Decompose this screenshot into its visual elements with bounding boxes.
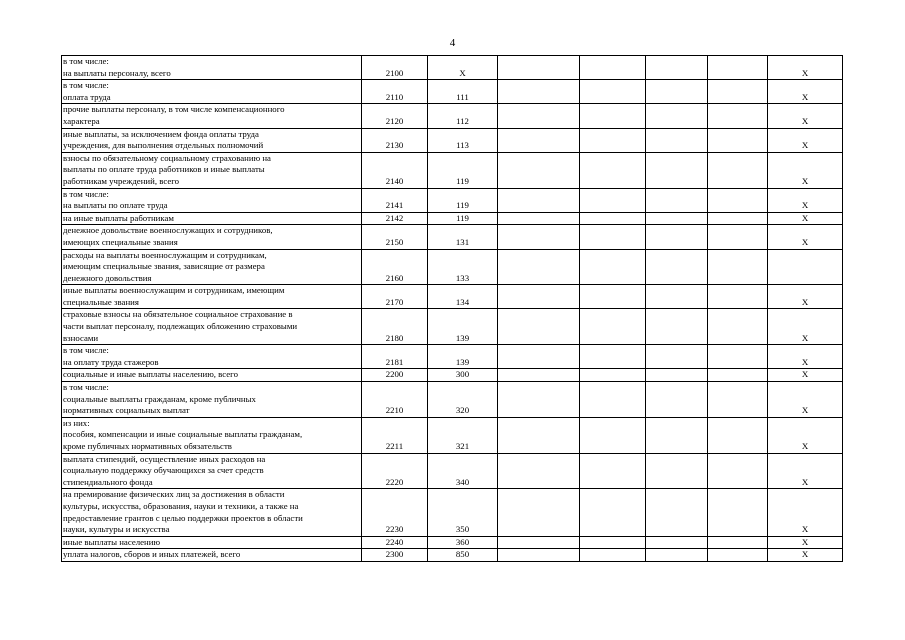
empty-cell: [646, 56, 708, 80]
empty-cell: [580, 309, 646, 345]
row-last: Х: [768, 489, 843, 536]
empty-cell: [708, 489, 768, 536]
row-last: Х: [768, 549, 843, 562]
row-last: Х: [768, 453, 843, 489]
label-line: социальную поддержку обучающихся за счет средств: [63, 465, 264, 476]
row-last: Х: [768, 369, 843, 382]
label-line: науки, культуры и искусства: [63, 524, 170, 535]
row-label: [62, 56, 362, 80]
budget-table: [61, 55, 843, 562]
empty-cell: [708, 549, 768, 562]
empty-cell: [646, 489, 708, 536]
row-kbk: 139: [428, 345, 498, 369]
empty-cell: [498, 104, 580, 128]
empty-cell: [580, 285, 646, 309]
label-line: на выплаты по оплате труда: [63, 200, 168, 211]
empty-cell: [646, 309, 708, 345]
table-row: [62, 104, 843, 128]
row-last: Х: [768, 188, 843, 212]
row-last: Х: [768, 152, 843, 188]
row-kbk: Х: [428, 56, 498, 80]
row-label: [62, 188, 362, 212]
empty-cell: [580, 536, 646, 549]
table-row: [62, 128, 843, 152]
empty-cell: [646, 188, 708, 212]
empty-cell: [646, 225, 708, 249]
table-row: [62, 212, 843, 225]
empty-cell: [646, 285, 708, 309]
row-code: 2200: [362, 369, 428, 382]
empty-cell: [580, 212, 646, 225]
empty-cell: [646, 417, 708, 453]
empty-cell: [708, 225, 768, 249]
label-line: уплата налогов, сборов и иных платежей, всего: [63, 549, 241, 560]
row-label: [62, 249, 362, 285]
label-line: взносы по обязательному социальному страхованию на: [63, 152, 271, 163]
empty-cell: [708, 249, 768, 285]
table-row: [62, 56, 843, 80]
empty-cell: [498, 369, 580, 382]
table-row: [62, 249, 843, 285]
empty-cell: [498, 285, 580, 309]
empty-cell: [580, 549, 646, 562]
empty-cell: [708, 80, 768, 104]
label-line: в том числе:: [63, 80, 109, 91]
empty-cell: [498, 152, 580, 188]
empty-cell: [498, 382, 580, 418]
label-line: социальные и иные выплаты населению, всего: [63, 369, 238, 380]
row-kbk: 119: [428, 212, 498, 225]
row-kbk: 113: [428, 128, 498, 152]
row-code: 2120: [362, 104, 428, 128]
row-kbk: 133: [428, 249, 498, 285]
label-line: в том числе:: [63, 345, 109, 356]
label-line: нормативных социальных выплат: [63, 405, 190, 416]
row-kbk: 139: [428, 309, 498, 345]
label-line: денежное довольствие военнослужащих и сотрудников,: [63, 225, 273, 236]
label-line: иные выплаты, за исключением фонда оплаты труда: [63, 128, 259, 139]
label-line: предоставление грантов с целью поддержки проектов в области: [63, 512, 303, 523]
table-row: [62, 489, 843, 536]
empty-cell: [646, 152, 708, 188]
empty-cell: [708, 285, 768, 309]
empty-cell: [580, 56, 646, 80]
row-label: [62, 382, 362, 418]
row-kbk: 360: [428, 536, 498, 549]
table-row: [62, 453, 843, 489]
label-line: выплата стипендий, осуществление иных расходов на: [63, 453, 266, 464]
row-code: 2220: [362, 453, 428, 489]
row-label: [62, 152, 362, 188]
row-kbk: 119: [428, 152, 498, 188]
label-line: на иные выплаты работникам: [63, 212, 174, 223]
row-label: [62, 417, 362, 453]
label-line: из них:: [63, 417, 90, 428]
row-label: [62, 285, 362, 309]
label-line: выплаты по оплате труда работников и иные выплаты: [63, 164, 265, 175]
row-kbk: 321: [428, 417, 498, 453]
row-last: Х: [768, 128, 843, 152]
empty-cell: [708, 345, 768, 369]
row-code: 2300: [362, 549, 428, 562]
row-last: [768, 249, 843, 285]
row-label: [62, 212, 362, 225]
row-label: [62, 369, 362, 382]
label-line: на выплаты персоналу, всего: [63, 67, 171, 78]
row-kbk: 350: [428, 489, 498, 536]
empty-cell: [646, 104, 708, 128]
label-line: оплата труда: [63, 91, 111, 102]
empty-cell: [708, 453, 768, 489]
row-kbk: 340: [428, 453, 498, 489]
empty-cell: [708, 382, 768, 418]
row-last: Х: [768, 382, 843, 418]
table-row: [62, 152, 843, 188]
row-kbk: 112: [428, 104, 498, 128]
empty-cell: [498, 56, 580, 80]
empty-cell: [580, 104, 646, 128]
row-last: Х: [768, 345, 843, 369]
table-row: [62, 285, 843, 309]
row-kbk: 134: [428, 285, 498, 309]
row-kbk: 131: [428, 225, 498, 249]
empty-cell: [646, 128, 708, 152]
row-code: 2150: [362, 225, 428, 249]
label-line: социальные выплаты гражданам, кроме публичных: [63, 393, 256, 404]
empty-cell: [580, 345, 646, 369]
empty-cell: [708, 104, 768, 128]
empty-cell: [708, 152, 768, 188]
table-row: [62, 188, 843, 212]
empty-cell: [646, 369, 708, 382]
empty-cell: [646, 549, 708, 562]
table-row: [62, 80, 843, 104]
page-number: 4: [449, 37, 456, 49]
empty-cell: [580, 225, 646, 249]
empty-cell: [498, 453, 580, 489]
empty-cell: [498, 536, 580, 549]
row-label: [62, 128, 362, 152]
table-row: [62, 536, 843, 549]
table-row: [62, 382, 843, 418]
label-line: в том числе:: [63, 382, 109, 393]
row-code: 2180: [362, 309, 428, 345]
label-line: стипендиального фонда: [63, 476, 153, 487]
empty-cell: [498, 128, 580, 152]
label-line: культуры, искусства, образования, науки и техники, а также на: [63, 500, 299, 511]
row-code: 2170: [362, 285, 428, 309]
empty-cell: [708, 188, 768, 212]
row-last: Х: [768, 417, 843, 453]
empty-cell: [580, 417, 646, 453]
label-line: иные выплаты военнослужащим и сотрудникам, имеющим: [63, 285, 285, 296]
row-last: Х: [768, 309, 843, 345]
row-last: Х: [768, 225, 843, 249]
row-label: [62, 489, 362, 536]
row-label: [62, 345, 362, 369]
row-code: 2142: [362, 212, 428, 225]
row-code: 2211: [362, 417, 428, 453]
empty-cell: [646, 536, 708, 549]
row-code: 2210: [362, 382, 428, 418]
empty-cell: [498, 225, 580, 249]
empty-cell: [708, 536, 768, 549]
label-line: работникам учреждений, всего: [63, 175, 180, 186]
empty-cell: [498, 309, 580, 345]
label-line: страховые взносы на обязательное социальное страхование в: [63, 309, 293, 320]
empty-cell: [708, 56, 768, 80]
table-row: [62, 345, 843, 369]
row-last: Х: [768, 536, 843, 549]
table-row: [62, 549, 843, 562]
empty-cell: [646, 249, 708, 285]
label-line: расходы на выплаты военнослужащим и сотрудникам,: [63, 249, 267, 260]
row-last: Х: [768, 104, 843, 128]
label-line: имеющим специальные звания, зависящие от размера: [63, 261, 265, 272]
label-line: прочие выплаты персоналу, в том числе компенсационного: [63, 104, 285, 115]
row-last: Х: [768, 56, 843, 80]
row-label: [62, 80, 362, 104]
empty-cell: [580, 453, 646, 489]
empty-cell: [580, 489, 646, 536]
row-code: 2141: [362, 188, 428, 212]
row-kbk: 111: [428, 80, 498, 104]
empty-cell: [646, 453, 708, 489]
row-last: Х: [768, 80, 843, 104]
empty-cell: [498, 489, 580, 536]
empty-cell: [646, 382, 708, 418]
row-label: [62, 104, 362, 128]
empty-cell: [708, 309, 768, 345]
empty-cell: [580, 369, 646, 382]
empty-cell: [646, 80, 708, 104]
empty-cell: [498, 417, 580, 453]
label-line: кроме публичных нормативных обязательств: [63, 441, 232, 451]
label-line: характера: [63, 115, 100, 126]
empty-cell: [708, 417, 768, 453]
empty-cell: [708, 128, 768, 152]
row-code: 2240: [362, 536, 428, 549]
label-line: иные выплаты населению: [63, 536, 161, 547]
empty-cell: [708, 369, 768, 382]
label-line: в том числе:: [63, 188, 109, 199]
table-row: [62, 225, 843, 249]
row-label: [62, 309, 362, 345]
row-kbk: 320: [428, 382, 498, 418]
empty-cell: [580, 128, 646, 152]
empty-cell: [580, 80, 646, 104]
row-label: [62, 549, 362, 562]
row-label: [62, 453, 362, 489]
empty-cell: [646, 212, 708, 225]
empty-cell: [498, 212, 580, 225]
table-row: [62, 369, 843, 382]
empty-cell: [580, 249, 646, 285]
empty-cell: [498, 80, 580, 104]
label-line: денежного довольствия: [63, 272, 152, 283]
row-kbk: 850: [428, 549, 498, 562]
row-kbk: 300: [428, 369, 498, 382]
empty-cell: [498, 345, 580, 369]
empty-cell: [498, 249, 580, 285]
empty-cell: [580, 382, 646, 418]
row-code: 2130: [362, 128, 428, 152]
label-line: пособия, компенсации и иные социальные выплаты гражданам,: [63, 429, 303, 440]
row-label: [62, 225, 362, 249]
label-line: имеющих специальные звания: [63, 236, 178, 247]
label-line: на премирование физических лиц за достижения в области: [63, 489, 285, 500]
row-last: Х: [768, 285, 843, 309]
label-line: части выплат персоналу, подлежащих обложению страховыми: [63, 321, 298, 332]
row-last: Х: [768, 212, 843, 225]
empty-cell: [498, 549, 580, 562]
empty-cell: [580, 152, 646, 188]
label-line: специальные звания: [63, 296, 139, 307]
label-line: взносами: [63, 332, 99, 343]
label-line: на оплату труда стажеров: [63, 356, 159, 367]
row-code: 2160: [362, 249, 428, 285]
table-row: [62, 309, 843, 345]
label-line: учреждения, для выполнения отдельных полномочий: [63, 140, 264, 151]
label-line: в том числе:: [63, 56, 109, 66]
table-row: [62, 417, 843, 453]
empty-cell: [498, 188, 580, 212]
row-code: 2140: [362, 152, 428, 188]
row-code: 2110: [362, 80, 428, 104]
row-code: 2100: [362, 56, 428, 80]
empty-cell: [580, 188, 646, 212]
empty-cell: [708, 212, 768, 225]
row-code: 2230: [362, 489, 428, 536]
empty-cell: [646, 345, 708, 369]
row-label: [62, 536, 362, 549]
row-kbk: 119: [428, 188, 498, 212]
row-code: 2181: [362, 345, 428, 369]
